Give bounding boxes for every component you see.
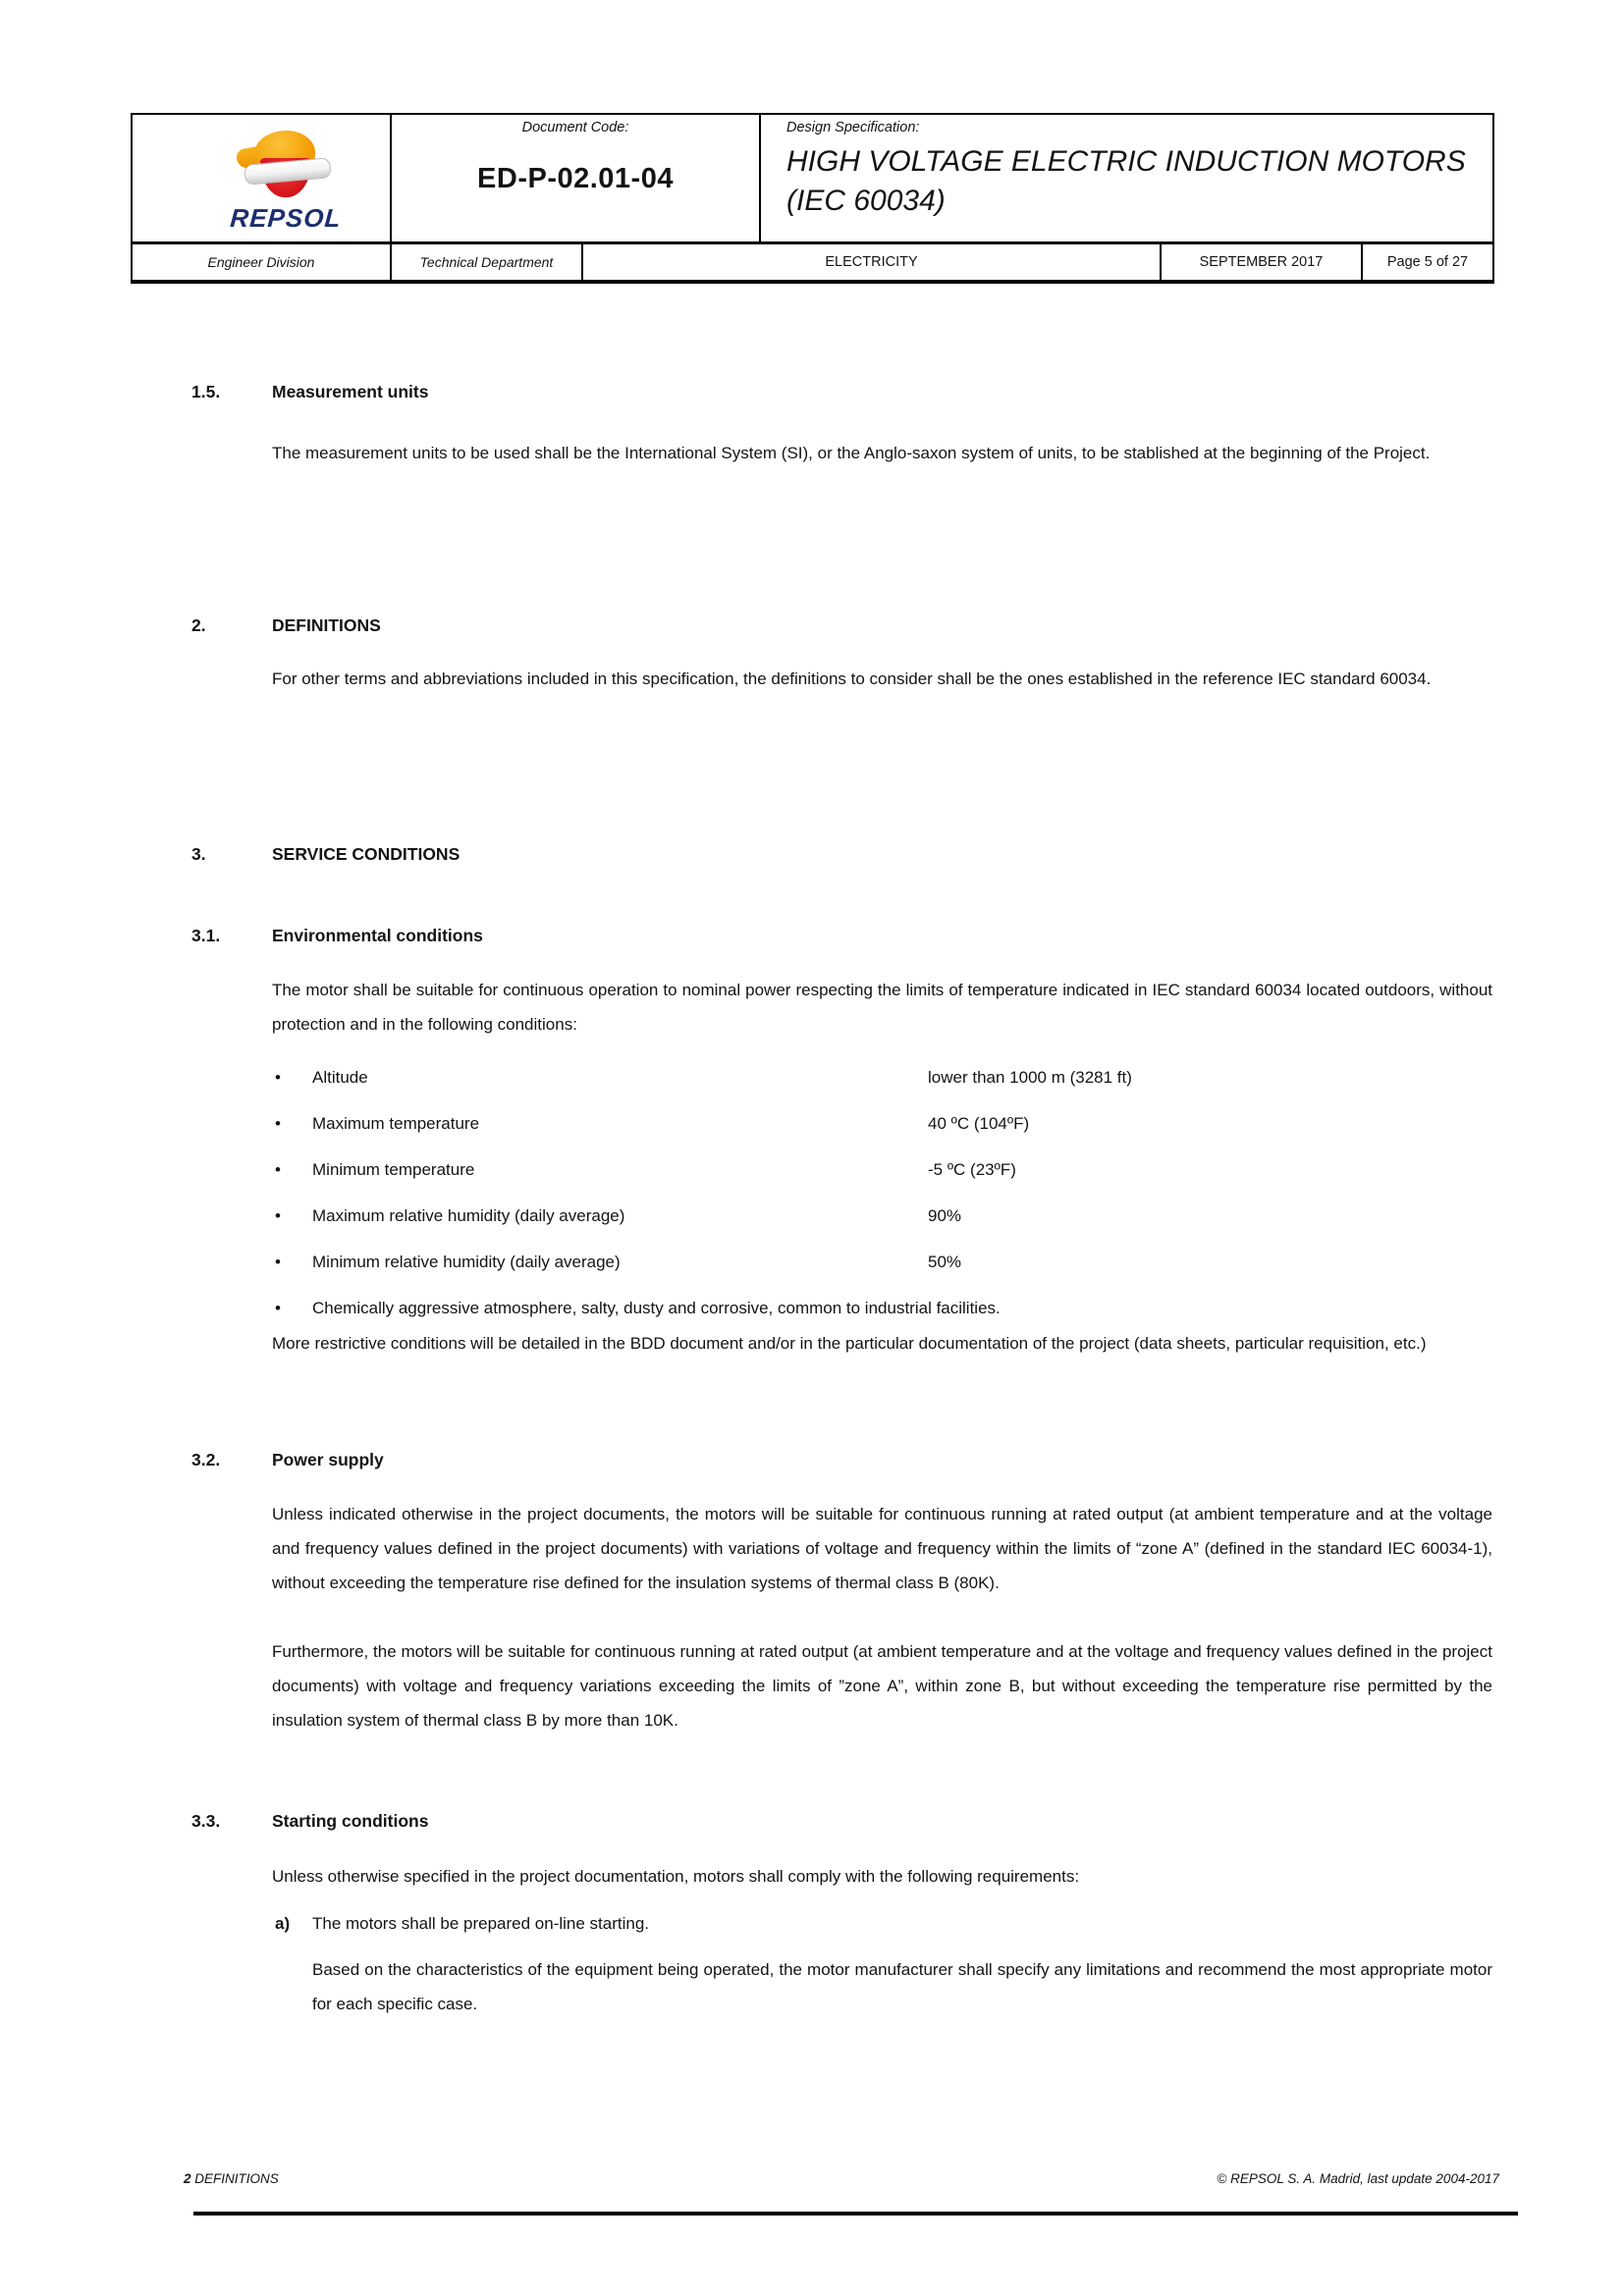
list-item [131, 1199, 1494, 1245]
bullet-value: -5 ºC (23ºF) [928, 1160, 1016, 1179]
bullet-icon [275, 1106, 281, 1141]
paragraph-3-1-note: More restrictive conditions will be detailed in the BDD document and/or in the particular documentation of the project (data sheets, particular requisition, etc.) [272, 1334, 1427, 1353]
section-number: 2. [191, 615, 206, 635]
document-code-label: Document Code: [521, 120, 629, 135]
section-number: 3.3. [191, 1811, 221, 1831]
list-item [131, 1106, 1494, 1152]
technical-department-cell: Technical Department [392, 244, 583, 280]
paragraph-3-3-a-body: Based on the characteristics of the equipment being operated, the motor manufacturer shall specify any limitations and recommend the most appropriate motor for each specific case. [312, 1960, 1492, 2013]
discipline-cell: ELECTRICITY [583, 244, 1162, 280]
bullet-icon [275, 1199, 281, 1233]
paragraph-3-3-intro: Unless otherwise specified in the project documentation, motors shall comply with the following requirements: [272, 1867, 1080, 1886]
bullet-value: 40 ºC (104ºF) [928, 1114, 1030, 1133]
section-title: Power supply [272, 1450, 384, 1469]
section-title: SERVICE CONDITIONS [272, 844, 460, 864]
bullet-label: Minimum temperature [312, 1160, 475, 1179]
footer-section-reference [184, 2171, 279, 2186]
bullet-value: lower than 1000 m (3281 ft) [928, 1068, 1132, 1087]
bullet-label: Minimum relative humidity (daily average) [312, 1253, 621, 1271]
section-title: Environmental conditions [272, 926, 483, 945]
section-title: Measurement units [272, 382, 429, 401]
section-number: 3.1. [191, 926, 221, 945]
list-item [131, 1060, 1494, 1106]
bullet-icon [275, 1152, 281, 1187]
paragraph-3-2-b: Furthermore, the motors will be suitable for continuous running at rated output (at ambient temperature and at the voltage and frequency values defined in the project documents) with voltage and frequency variations exceeding the limits of ”zone A”, within zone B, but without exceeding the temperature rise permitted by the insulation system of thermal class B by more than 10K. [272, 1642, 1492, 1730]
list-item-a-text: The motors shall be prepared on-line starting. [312, 1914, 650, 1933]
bullet-label: Chemically aggressive atmosphere, salty, dusty and corrosive, common to industrial facilities. [312, 1299, 1001, 1317]
engineer-division-cell: Engineer Division [133, 244, 392, 280]
section-number: 3. [191, 844, 206, 864]
paragraph-2: For other terms and abbreviations included in this specification, the definitions to consider shall be the ones established in the reference IEC standard 60034. [272, 669, 1432, 688]
bullet-icon [275, 1291, 281, 1325]
bullet-icon [275, 1060, 281, 1095]
document-code: ED-P-02.01-04 [477, 163, 674, 194]
paragraph-1-5: The measurement units to be used shall be the International System (SI), or the Anglo-saxon system of units, to be stablished at the beginning of the Project. [272, 444, 1431, 462]
footer-copyright: © REPSOL S. A. Madrid, last update 2004-2017 [1217, 2171, 1499, 2186]
bullet-value: 90% [928, 1206, 962, 1225]
section-title: Starting conditions [272, 1811, 429, 1831]
document-title: HIGH VOLTAGE ELECTRIC INDUCTION MOTORS (IEC 60034) [786, 145, 1466, 217]
repsol-wordmark: REPSOL [229, 203, 343, 233]
footer-rule [193, 2212, 1518, 2216]
page-number-cell: Page 5 of 27 [1386, 254, 1469, 270]
list-item-a-label: a) [275, 1914, 291, 1933]
bullet-label: Maximum temperature [312, 1114, 480, 1133]
design-spec-label: Design Specification: [786, 120, 920, 135]
section-number: 3.2. [191, 1450, 221, 1469]
bullet-value: 50% [928, 1253, 962, 1271]
bullet-label: Maximum relative humidity (daily average) [312, 1206, 625, 1225]
document-body [131, 0, 1494, 2296]
paragraph-3-1-intro: The motor shall be suitable for continuous operation to nominal power respecting the limits of temperature indicated in IEC standard 60034 located outdoors, without protection and in the following conditions: [272, 981, 1492, 1034]
list-item [131, 1245, 1494, 1291]
section-title: DEFINITIONS [272, 615, 381, 635]
date-cell: SEPTEMBER 2017 [1162, 244, 1363, 280]
section-number: 1.5. [191, 382, 221, 401]
bullet-label: Altitude [312, 1068, 368, 1087]
bullet-icon [275, 1245, 281, 1279]
environmental-conditions-list [131, 1060, 1494, 1337]
footer-section-label: DEFINITIONS [194, 2171, 279, 2186]
footer-section-number: 2 [184, 2171, 191, 2186]
list-item [131, 1152, 1494, 1199]
paragraph-3-2-a: Unless indicated otherwise in the project documents, the motors will be suitable for continuous running at rated output (at ambient temperature and at the voltage and frequency values defined in the project documents) with variations of voltage and frequency within the limits of “zone A” (defined in the standard IEC 60034-1), without exceeding the temperature rise defined for the insulation systems of thermal class B (80K). [272, 1505, 1492, 1592]
